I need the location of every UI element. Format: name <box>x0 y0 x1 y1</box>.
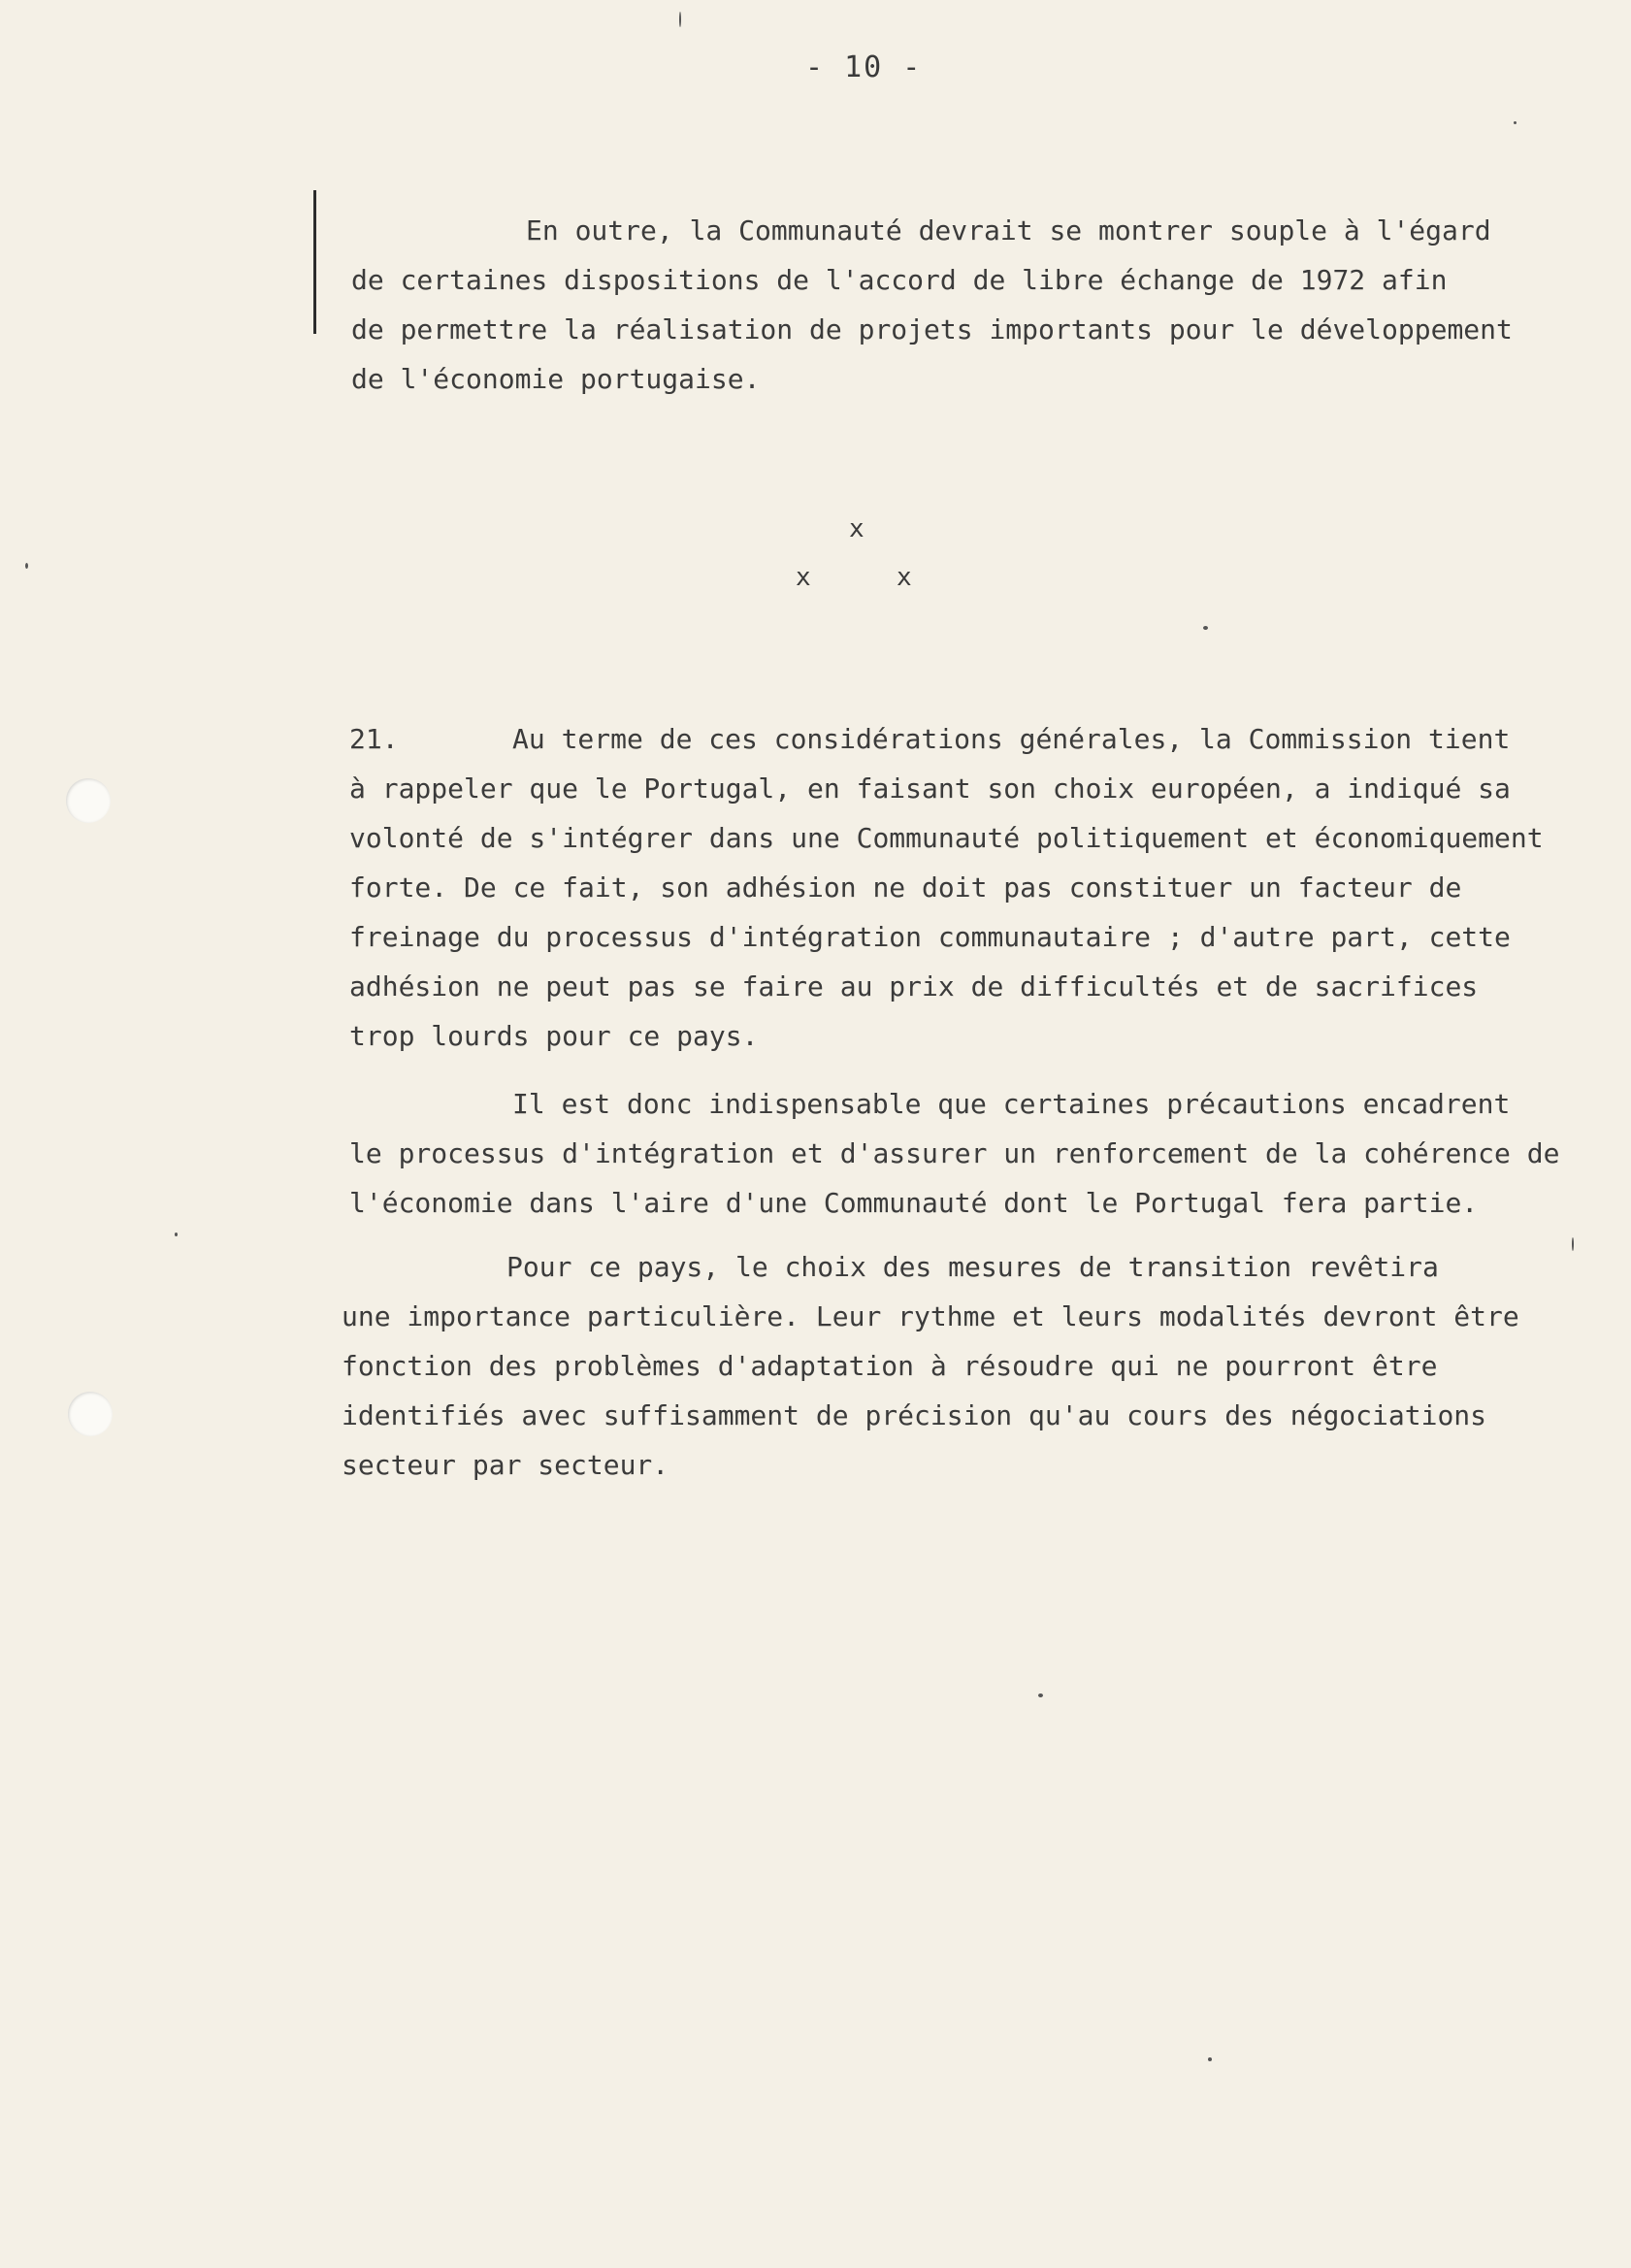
punch-hole <box>68 1392 113 1436</box>
text-line: En outre, la Communauté devrait se montrer souple à l'égard <box>526 214 1491 247</box>
margin-revision-bar <box>313 190 316 334</box>
text-line: Pour ce pays, le choix des mesures de transition revêtira <box>506 1251 1439 1283</box>
text-line: identifiés avec suffisamment de précision qu'au cours des négociations <box>342 1399 1487 1431</box>
text-line: une importance particulière. Leur rythme et leurs modalités devront être <box>342 1300 1519 1332</box>
section-separator-mark: x <box>796 563 811 592</box>
section-separator-mark: x <box>897 563 912 592</box>
paper-speck <box>679 12 681 27</box>
text-line: secteur par secteur. <box>342 1449 669 1481</box>
paragraph-flexibility <box>351 206 1513 404</box>
text-line: adhésion ne peut pas se faire au prix de difficultés et de sacrifices <box>349 970 1479 1003</box>
paragraph-transition-measures <box>342 1242 1519 1490</box>
page-number: - 10 - <box>805 50 923 84</box>
text-line: Au terme de ces considérations générales, la Commission tient <box>512 723 1511 755</box>
text-line: freinage du processus d'intégration communautaire ; d'autre part, cette <box>349 921 1511 953</box>
paper-speck <box>1203 626 1208 630</box>
text-line: le processus d'intégration et d'assurer un renforcement de la cohérence de <box>349 1137 1560 1169</box>
text-line: fonction des problèmes d'adaptation à résoudre qui ne pourront être <box>342 1350 1438 1382</box>
paper-speck <box>25 563 28 569</box>
text-line: de certaines dispositions de l'accord de libre échange de 1972 afin <box>351 264 1448 296</box>
section-separator-mark: x <box>849 514 864 543</box>
paper-speck <box>1038 1693 1043 1697</box>
paragraph-precautions <box>349 1079 1559 1228</box>
text-line: forte. De ce fait, son adhésion ne doit pas constituer un facteur de <box>349 871 1462 904</box>
text-line: Il est donc indispensable que certaines précautions encadrent <box>512 1088 1511 1120</box>
text-line: de l'économie portugaise. <box>351 363 761 395</box>
paper-speck <box>175 1233 178 1236</box>
text-line: volonté de s'intégrer dans une Communauté politiquement et économiquement <box>349 822 1544 854</box>
text-line: trop lourds pour ce pays. <box>349 1020 759 1052</box>
paper-speck <box>1514 121 1517 124</box>
paper-speck <box>1572 1237 1574 1251</box>
paragraph-number: 21. <box>349 723 399 755</box>
punch-hole <box>66 778 111 823</box>
text-line: l'économie dans l'aire d'une Communauté dont le Portugal fera partie. <box>349 1187 1479 1219</box>
paragraph-21 <box>349 714 1544 1061</box>
paper-speck <box>1208 2057 1212 2061</box>
text-line: à rappeler que le Portugal, en faisant son choix européen, a indiqué sa <box>349 772 1511 805</box>
text-line: de permettre la réalisation de projets importants pour le développement <box>351 313 1513 345</box>
